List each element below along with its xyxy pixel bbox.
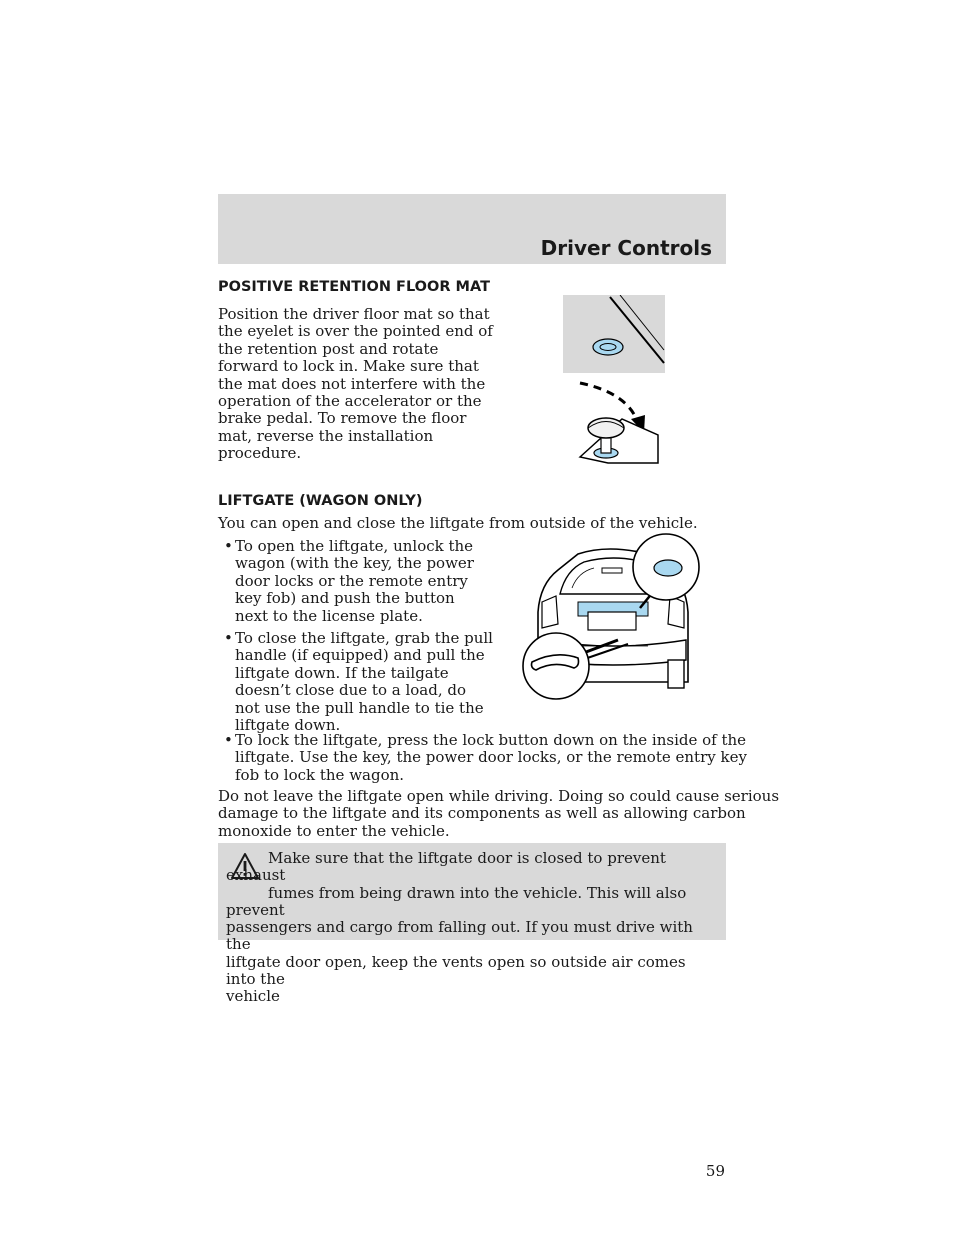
liftgate-illustration <box>518 532 708 704</box>
liftgate-intro: You can open and close the liftgate from outside of the vehicle. <box>218 514 698 532</box>
floor-mat-text: Position the driver floor mat so that the eyelet is over the pointed end of the retention post and rotate forward to lock in. Make sure that the mat does not interfere with the operation of the accelerator or the brake pedal. To remove the floor mat, reverse the installation procedure. <box>218 305 493 463</box>
license-plate <box>588 612 636 630</box>
rotation-arrow <box>580 383 638 423</box>
liftgate-heading: LIFTGATE (WAGON ONLY) <box>218 493 423 509</box>
floor-mat-illustration <box>560 295 670 470</box>
header-band <box>218 194 726 264</box>
warning-box <box>218 843 726 1006</box>
list-item: • To open the liftgate, unlock the wagon (with the key, the power door locks or the remote entry key fob) and push the button next to the license plate. <box>224 537 474 625</box>
eyelet <box>593 339 623 355</box>
warning-text: Make sure that the liftgate door is closed to prevent exhaust fumes from being drawn into the vehicle. This will also prevent passengers and cargo from falling out. If you must drive with the liftgate door open, keep the vents open so outside air comes into the vehicle <box>226 849 693 1006</box>
page-number: 59 <box>705 1162 725 1180</box>
liftgate-button <box>654 560 682 576</box>
list-item: • To lock the liftgate, press the lock button down on the inside of the liftgate. Use the key, the power door locks, or the remote entry key fob to lock the wagon. <box>224 731 747 784</box>
mat-panel <box>563 295 665 373</box>
liftgate-caution-paragraph: Do not leave the liftgate open while driving. Doing so could cause serious damage to the liftgate and its components as well as allowing carbon monoxide to enter the vehicle. <box>218 787 780 840</box>
list-item: • To close the liftgate, grab the pull handle (if equipped) and pull the liftgate down. If the tailgate doesn’t close due to a load, do not use the pull handle to tie the liftgate down. <box>224 629 493 735</box>
floor-mat-heading: POSITIVE RETENTION FLOOR MAT <box>218 279 490 295</box>
section-title: Driver Controls <box>540 236 712 260</box>
